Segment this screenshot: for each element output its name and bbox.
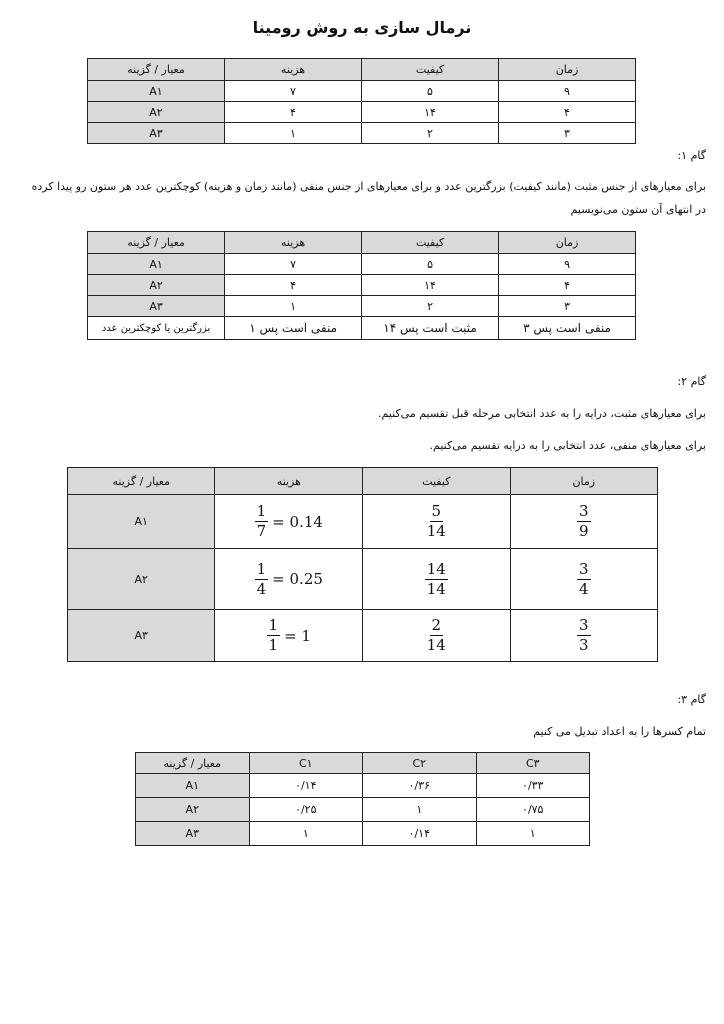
denominator: 9	[579, 522, 589, 540]
numerator: 3	[579, 616, 589, 634]
table-cell: ۴	[499, 102, 636, 123]
step3-text-line1: تمام کسرها را به اعداد تبدیل می کنیم	[533, 725, 706, 738]
table-cell: ۰/۱۴	[249, 774, 362, 798]
header-time: زمان	[510, 468, 657, 495]
table-cell: ۰/۷۵	[476, 798, 589, 822]
row-label: A۲	[136, 798, 250, 822]
denominator: 3	[579, 636, 589, 654]
table-cell: ۵	[362, 254, 499, 275]
table-cell: ۴	[225, 102, 362, 123]
raw-data-table	[87, 58, 636, 144]
table-cell: ۱	[225, 123, 362, 144]
table-cell: ۷	[225, 254, 362, 275]
selected-values-table	[87, 231, 636, 340]
footer-criterion: بزرگترین یا کوچکترین عدد	[88, 317, 225, 340]
final-values-table	[135, 752, 590, 846]
numerator: 5	[431, 502, 442, 520]
table-row	[88, 254, 636, 275]
table-cell: ۴	[499, 275, 636, 296]
step1-text-line1: برای معیارهای از جنس مثبت (مانند کیفیت) بزرگترین عدد و برای معیارهای از جنس منفی (مانند زمان و هزینه) کوچکترین عدد هر ستون رو پیدا کرده	[31, 180, 706, 193]
header-time: زمان	[499, 59, 636, 81]
numerator: 2	[431, 616, 442, 634]
table-row	[88, 81, 636, 102]
table-footer-row	[88, 317, 636, 340]
numerator: 1	[256, 559, 267, 578]
step2-label: گام ۲:	[677, 375, 706, 388]
header-criterion: معیار / گزینه	[88, 232, 225, 254]
table-header-row	[136, 753, 590, 774]
denominator: 14	[426, 636, 446, 654]
fraction-result: = 0.14	[272, 512, 323, 531]
header-c1: C۱	[249, 753, 362, 774]
table-cell: ۰/۲۵	[249, 798, 362, 822]
table-row	[136, 774, 590, 798]
table-row	[88, 123, 636, 144]
step3-label: گام ۳:	[677, 693, 706, 706]
table-row	[68, 549, 658, 610]
table-row	[88, 296, 636, 317]
row-label: A۳	[88, 296, 225, 317]
header-quality: کیفیت	[363, 468, 510, 495]
fraction-cell	[363, 549, 510, 610]
table-cell: ۷	[225, 81, 362, 102]
row-label: A۲	[68, 549, 215, 610]
fraction-cell	[363, 610, 510, 662]
fraction-cell	[510, 610, 657, 662]
fraction-result: = 0.25	[272, 570, 323, 588]
row-label: A۳	[68, 610, 215, 662]
step1-text-line2: در انتهای آن ستون می‌نویسیم	[570, 203, 706, 216]
table-cell: ۱	[225, 296, 362, 317]
table-cell: ۹	[499, 254, 636, 275]
table-header-row	[68, 468, 658, 495]
table-header-row	[88, 232, 636, 254]
table-cell: ۰/۱۴	[363, 822, 476, 846]
row-label: A۲	[88, 275, 225, 296]
denominator: 14	[426, 522, 446, 540]
table-cell: ۱	[363, 798, 476, 822]
row-label: A۲	[88, 102, 225, 123]
table-row	[68, 495, 658, 549]
table-cell: ۲	[362, 123, 499, 144]
table-cell: ۲	[362, 296, 499, 317]
page-title: نرمال سازی به روش رومینا	[252, 18, 472, 37]
table-cell: ۰/۳۳	[476, 774, 589, 798]
table-cell: ۹	[499, 81, 636, 102]
step1-label: گام ۱:	[677, 149, 706, 162]
table-cell: ۳	[499, 123, 636, 144]
table-cell: ۱	[249, 822, 362, 846]
table-row	[136, 822, 590, 846]
fraction-cell	[215, 495, 363, 549]
header-c2: C۲	[363, 753, 476, 774]
header-quality: کیفیت	[362, 232, 499, 254]
footer-cost: منفی است پس ۱	[225, 317, 362, 340]
table-cell: ۵	[362, 81, 499, 102]
row-label: A۱	[88, 254, 225, 275]
denominator: 7	[256, 522, 267, 540]
denominator: 1	[268, 636, 279, 654]
denominator: 4	[256, 579, 267, 598]
step2-text-line1: برای معیارهای مثبت، درایه را به عدد انتخابی مرحله قبل تقسیم می‌کنیم.	[377, 407, 706, 420]
fraction-result: = 1	[284, 626, 311, 645]
denominator: 4	[579, 579, 589, 598]
table-header-row	[88, 59, 636, 81]
numerator: 1	[268, 616, 279, 634]
row-label: A۱	[68, 495, 215, 549]
numerator: 14	[426, 559, 446, 578]
normalized-fractions-table	[67, 467, 658, 662]
header-time: زمان	[499, 232, 636, 254]
table-row	[88, 102, 636, 123]
row-label: A۱	[88, 81, 225, 102]
header-cost: هزینه	[225, 232, 362, 254]
step2-text-line2: برای معیارهای منفی، عدد انتخابی را به درایه تقسیم می‌کنیم.	[429, 439, 706, 452]
row-label: A۱	[136, 774, 250, 798]
numerator: 3	[579, 502, 589, 520]
table-cell: ۴	[225, 275, 362, 296]
fraction-cell	[363, 495, 510, 549]
table-cell: ۱۴	[362, 102, 499, 123]
header-criterion: معیار / گزینه	[136, 753, 250, 774]
fraction-cell	[215, 549, 363, 610]
table-cell: ۱	[476, 822, 589, 846]
fraction-cell	[510, 549, 657, 610]
table-cell: ۰/۳۶	[363, 774, 476, 798]
fraction-cell	[215, 610, 363, 662]
table-cell: ۳	[499, 296, 636, 317]
header-c3: C۳	[476, 753, 589, 774]
header-quality: کیفیت	[362, 59, 499, 81]
numerator: 1	[256, 502, 267, 520]
numerator: 3	[579, 559, 589, 578]
footer-time: منفی است پس ۳	[499, 317, 636, 340]
header-cost: هزینه	[225, 59, 362, 81]
fraction-cell	[510, 495, 657, 549]
table-cell: ۱۴	[362, 275, 499, 296]
row-label: A۳	[136, 822, 250, 846]
table-row	[136, 798, 590, 822]
header-criterion: معیار / گزینه	[68, 468, 215, 495]
row-label: A۳	[88, 123, 225, 144]
header-criterion: معیار / گزینه	[88, 59, 225, 81]
footer-quality: مثبت است پس ۱۴	[362, 317, 499, 340]
table-row	[88, 275, 636, 296]
header-cost: هزینه	[215, 468, 363, 495]
denominator: 14	[426, 579, 446, 598]
table-row	[68, 610, 658, 662]
